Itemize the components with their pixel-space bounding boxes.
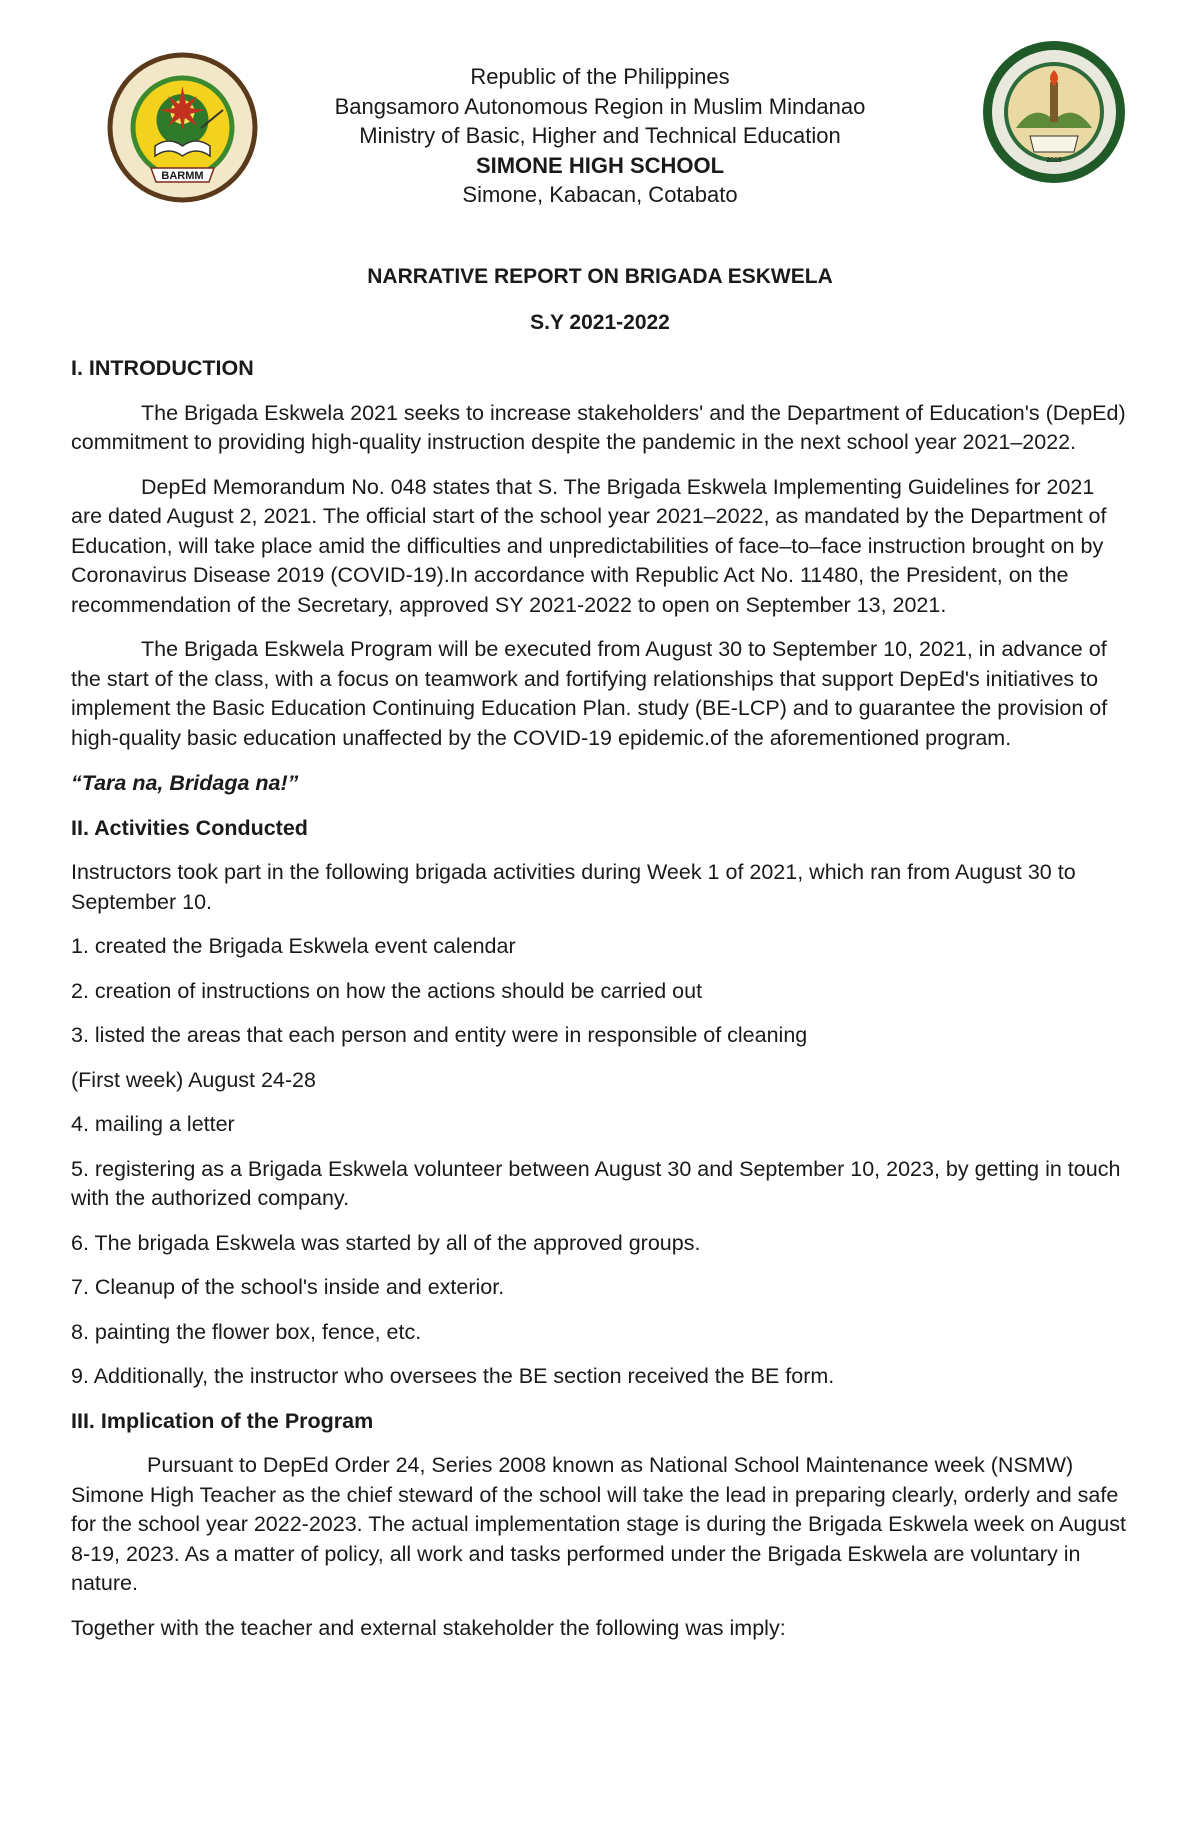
svg-text:BARMM: BARMM bbox=[161, 170, 204, 182]
tagline: “Tara na, Bridaga na!” bbox=[71, 771, 299, 795]
activity-item: 2. creation of instructions on how the actions should be carried out bbox=[71, 978, 703, 1003]
header-line-ministry: Ministry of Basic, Higher and Technical Education bbox=[359, 123, 841, 148]
header-line-republic: Republic of the Philippines bbox=[470, 64, 730, 89]
report-title: NARRATIVE REPORT ON BRIGADA ESKWELA bbox=[367, 265, 833, 288]
intro-paragraph: DepEd Memorandum No. 048 states that S. The Brigada Eskwela Implementing Guidelines for 2021 are dated August 2, 2021. The official start of the school year 2021–2022, as mandated by the Department of Education, will take place amid the difficulties and unpredictabilities of face–to–face instruction brought on by Coronavirus Disease 2019 (COVID-19).In accordance with Republic Act No. 11480, the President, on the recommendation of the Secretary, approved SY 2021-2022 to open on September 13, 2021. bbox=[71, 474, 1107, 617]
activity-item: 8. painting the flower box, fence, etc. bbox=[71, 1319, 422, 1344]
section-heading-implication: III. Implication of the Program bbox=[71, 1408, 374, 1433]
report-body bbox=[71, 354, 1131, 1643]
activity-item: 1. created the Brigada Eskwela event calendar bbox=[71, 934, 516, 958]
intro-paragraph: The Brigada Eskwela 2021 seeks to increase stakeholders' and the Department of Education's (DepEd) commitment to providing high-quality instruction despite the pandemic in the next school year 2021–2022. bbox=[71, 400, 1126, 454]
activity-item: 5. registering as a Brigada Eskwela volunteer between August 30 and September 10, 2023, by getting in touch with the authorized company. bbox=[71, 1156, 1121, 1210]
school-year: S.Y 2021-2022 bbox=[530, 311, 670, 334]
header-line-region: Bangsamoro Autonomous Region in Muslim Mindanao bbox=[334, 93, 866, 119]
activity-item: (First week) August 24-28 bbox=[71, 1067, 316, 1092]
activities-intro: Instructors took part in the following brigada activities during Week 1 of 2021, which ran from August 30 to September 10. bbox=[71, 860, 1076, 914]
letterhead bbox=[0, 62, 1200, 210]
section-heading-activities: II. Activities Conducted bbox=[71, 815, 308, 840]
intro-paragraph: The Brigada Eskwela Program will be executed from August 30 to September 10, 2021, in advance of the start of the class, with a focus on teamwork and fortifying relationships that support DepEd's initiatives to implement the Basic Education Continuing Education Plan. study (BE-LCP) and to guarantee the provision of high-quality basic education unaffected by the COVID-19 epidemic.of the aforementioned program. bbox=[71, 637, 1108, 750]
school-name: SIMONE HIGH SCHOOL bbox=[475, 152, 725, 178]
activity-item: 3. listed the areas that each person and entity were in responsible of cleaning bbox=[71, 1023, 808, 1047]
section-heading-introduction: I. INTRODUCTION bbox=[71, 356, 254, 380]
activity-item: 6. The brigada Eskwela was started by all of the approved groups. bbox=[71, 1230, 701, 1255]
activity-item: 9. Additionally, the instructor who oversees the BE section received the BE form. bbox=[71, 1364, 835, 1388]
implication-closing: Together with the teacher and external stakeholder the following was imply: bbox=[71, 1615, 786, 1640]
implication-paragraph: Pursuant to DepEd Order 24, Series 2008 known as National School Maintenance week (NSMW) Simone High Teacher as the chief steward of the school will take the lead in preparing clearly, orderly and safe for the school year 2022-2023. The actual implementation stage is during the Brigada Eskwela week on August 8-19, 2023. As a matter of policy, all work and tasks performed under the Brigada Eskwela are voluntary in nature. bbox=[71, 1453, 1126, 1595]
school-location: Simone, Kabacan, Cotabato bbox=[462, 182, 738, 207]
svg-text:2019: 2019 bbox=[1046, 157, 1062, 164]
activity-item: 7. Cleanup of the school's inside and exterior. bbox=[71, 1275, 505, 1299]
activity-item: 4. mailing a letter bbox=[71, 1112, 235, 1136]
